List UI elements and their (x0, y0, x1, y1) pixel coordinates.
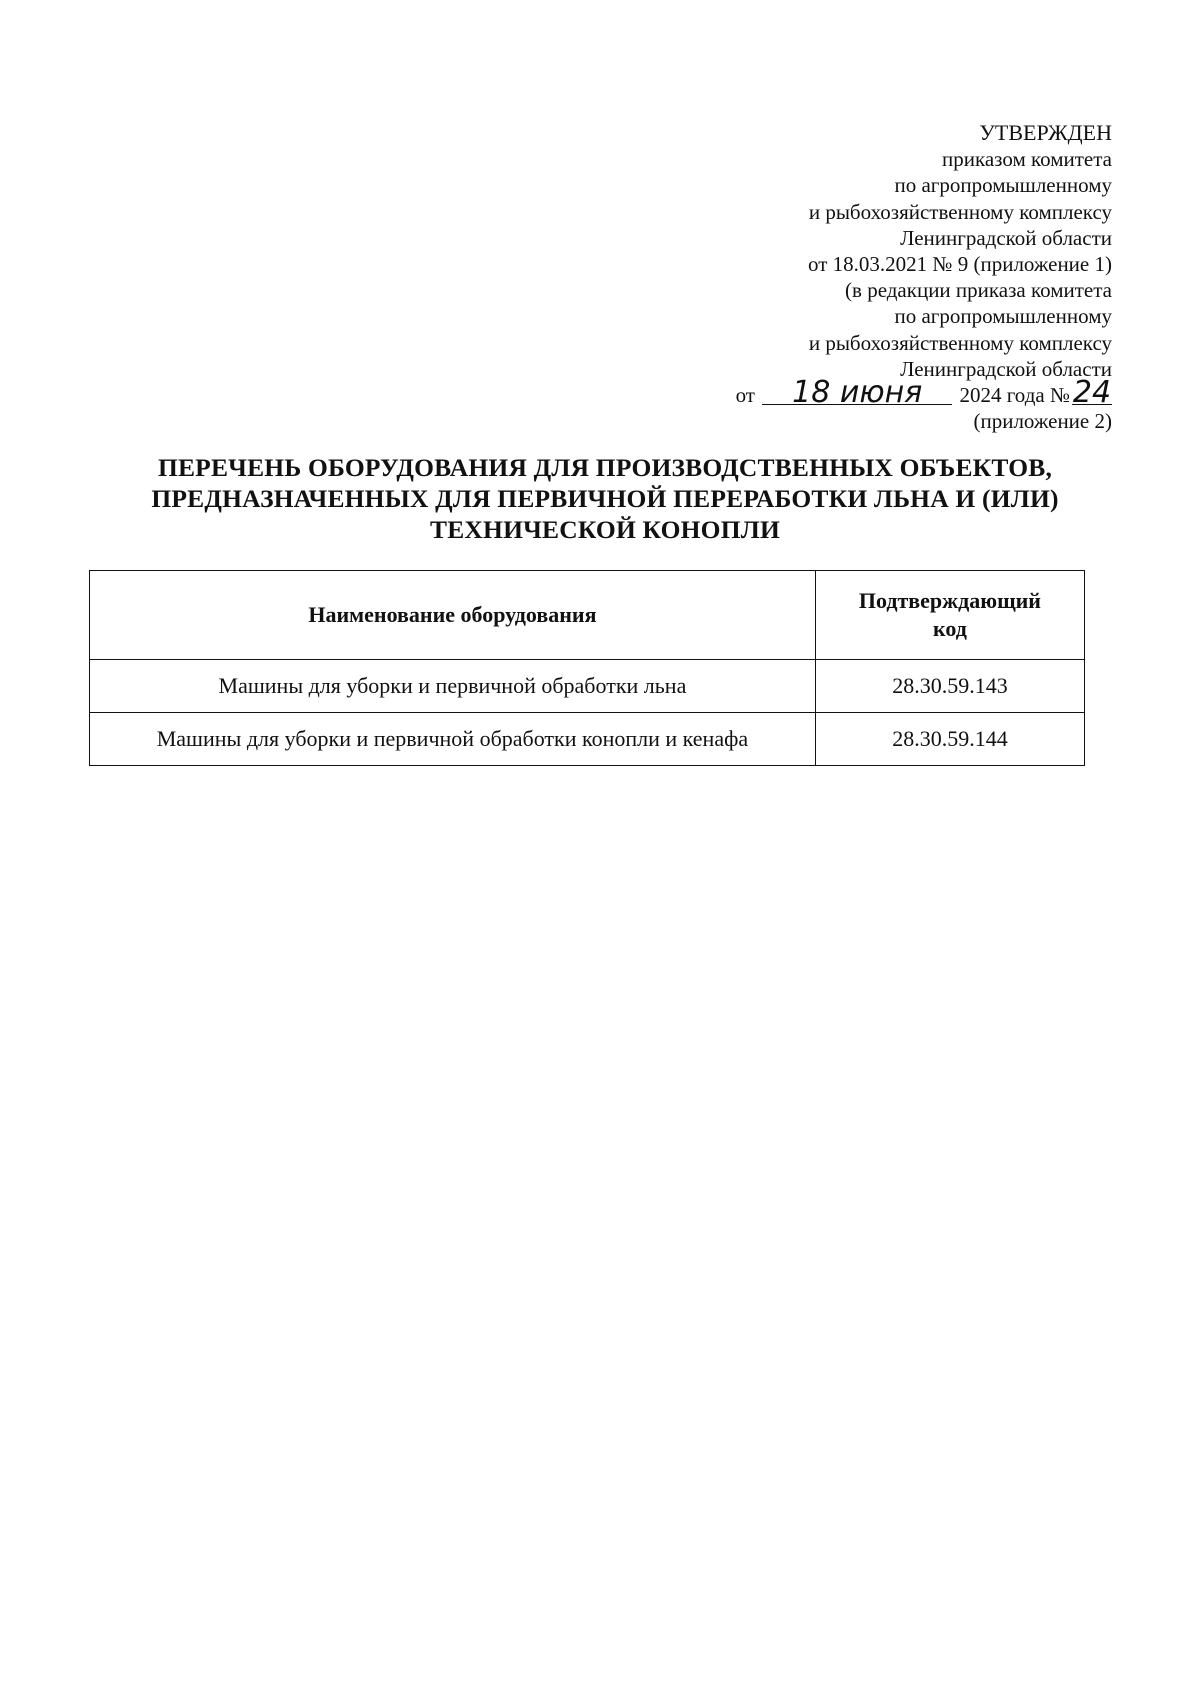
equipment-table (89, 570, 1085, 766)
approval-line: приказом комитета (941, 147, 1112, 172)
order-date-line (592, 375, 1112, 411)
title-line: ТЕХНИЧЕСКОЙ КОНОПЛИ (430, 515, 780, 544)
equipment-name-cell: Машины для уборки и первичной обработки конопли и кенафа (90, 713, 816, 766)
handwritten-number: 24 (1072, 375, 1112, 411)
equipment-code-cell: 28.30.59.144 (815, 713, 1084, 766)
approval-heading: УТВЕРЖДЕН (979, 120, 1112, 145)
approval-line: и рыбохозяйственному комплексу (808, 199, 1112, 224)
approval-line: от 18.03.2021 № 9 (приложение 1) (808, 252, 1112, 277)
approval-line: по агропромышленному (894, 173, 1112, 198)
equipment-name-cell: Машины для уборки и первичной обработки льна (90, 660, 816, 713)
header-code-line: код (932, 616, 967, 641)
document-title (125, 452, 1085, 545)
handwritten-date: 18 июня (762, 382, 952, 405)
approval-line: (в редакции приказа комитета (845, 278, 1112, 303)
table-row (90, 660, 1085, 713)
header-confirming-code (815, 571, 1084, 660)
approval-line: Ленинградской области (900, 225, 1112, 250)
equipment-code-cell: 28.30.59.143 (815, 660, 1084, 713)
approval-line: и рыбохозяйственному комплексу (808, 330, 1112, 355)
table-row (90, 713, 1085, 766)
header-equipment-name: Наименование оборудования (90, 571, 816, 660)
approval-line: по агропромышленному (894, 304, 1112, 329)
annex-label: (приложение 2) (973, 409, 1112, 434)
table-header-row (90, 571, 1085, 660)
date-prefix: от (735, 383, 755, 408)
header-code-line: Подтверждающий (858, 588, 1041, 613)
approval-line: Ленинградской области (900, 356, 1112, 381)
title-line: ПРЕДНАЗНАЧЕННЫХ ДЛЯ ПЕРВИЧНОЙ ПЕРЕРАБОТКИ ЛЬНА И (ИЛИ) (151, 484, 1059, 513)
title-line: ПЕРЕЧЕНЬ ОБОРУДОВАНИЯ ДЛЯ ПРОИЗВОДСТВЕННЫХ ОБЪЕКТОВ, (157, 453, 1053, 482)
approval-block (592, 120, 1112, 434)
year-text: 2024 года № (959, 383, 1070, 408)
